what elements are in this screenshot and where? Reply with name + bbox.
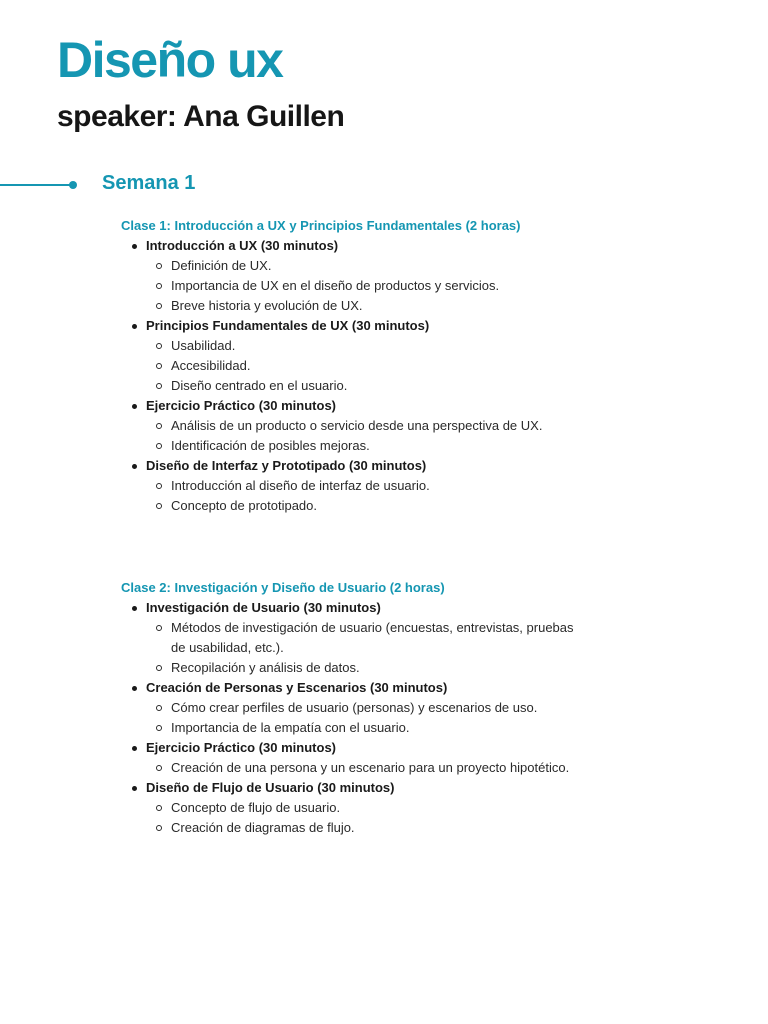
subtopic-item: Introducción al diseño de interfaz de usuario.: [146, 476, 581, 496]
timeline-line: [0, 184, 71, 186]
topic-item: [121, 456, 581, 516]
subtopic-item: Concepto de flujo de usuario.: [146, 798, 581, 818]
subtopic-item: Análisis de un producto o servicio desde una perspectiva de UX.: [146, 416, 581, 436]
topic-title: Diseño de Flujo de Usuario (30 minutos): [146, 780, 395, 795]
subtopic-item: Accesibilidad.: [146, 356, 581, 376]
subtopic-list: [146, 416, 581, 456]
topic-item: [121, 396, 581, 456]
topic-title: Principios Fundamentales de UX (30 minutos): [146, 318, 430, 333]
subtopic-list: [146, 476, 581, 516]
subtopic-item: Breve historia y evolución de UX.: [146, 296, 581, 316]
subtopic-item: Creación de diagramas de flujo.: [146, 818, 581, 838]
topic-title: Diseño de Interfaz y Prototipado (30 minutos): [146, 458, 427, 473]
subtopic-item: Definición de UX.: [146, 256, 581, 276]
topic-list: [121, 236, 581, 516]
subtopic-item: Importancia de UX en el diseño de productos y servicios.: [146, 276, 581, 296]
subtopic-item: Cómo crear perfiles de usuario (personas) y escenarios de uso.: [146, 698, 581, 718]
subtopic-list: [146, 618, 581, 678]
subtopic-item: Creación de una persona y un escenario para un proyecto hipotético.: [146, 758, 581, 778]
subtopic-item: Importancia de la empatía con el usuario.: [146, 718, 581, 738]
subtopic-list: [146, 256, 581, 316]
subtopic-item: Métodos de investigación de usuario (encuestas, entrevistas, pruebas de usabilidad, etc.).: [146, 618, 581, 658]
clase-1-section: [121, 216, 581, 516]
topic-title: Ejercicio Práctico (30 minutos): [146, 398, 337, 413]
topic-title: Investigación de Usuario (30 minutos): [146, 600, 381, 615]
topic-title: Ejercicio Práctico (30 minutos): [146, 740, 337, 755]
subtopic-item: Diseño centrado en el usuario.: [146, 376, 581, 396]
topic-item: [121, 738, 581, 778]
timeline-dot: [69, 181, 77, 189]
subtopic-item: Usabilidad.: [146, 336, 581, 356]
week-title: Semana 1: [102, 172, 196, 194]
subtopic-list: [146, 798, 581, 838]
page-title: Diseño ux: [57, 32, 283, 88]
topic-item: [121, 316, 581, 396]
topic-item: [121, 598, 581, 678]
topic-item: [121, 678, 581, 738]
subtopic-item: Identificación de posibles mejoras.: [146, 436, 581, 456]
subtopic-item: Concepto de prototipado.: [146, 496, 581, 516]
clase-title: Clase 1: Introducción a UX y Principios Fundamentales (2 horas): [121, 218, 521, 233]
topic-item: [121, 778, 581, 838]
speaker-subtitle: speaker: Ana Guillen: [57, 100, 345, 133]
topic-title: Introducción a UX (30 minutos): [146, 238, 339, 253]
subtopic-item: Recopilación y análisis de datos.: [146, 658, 581, 678]
subtopic-list: [146, 758, 581, 778]
topic-list: [121, 598, 581, 838]
topic-title: Creación de Personas y Escenarios (30 minutos): [146, 680, 448, 695]
topic-item: [121, 236, 581, 316]
clase-title: Clase 2: Investigación y Diseño de Usuario (2 horas): [121, 580, 445, 595]
subtopic-list: [146, 698, 581, 738]
subtopic-list: [146, 336, 581, 396]
clase-2-section: [121, 578, 581, 838]
